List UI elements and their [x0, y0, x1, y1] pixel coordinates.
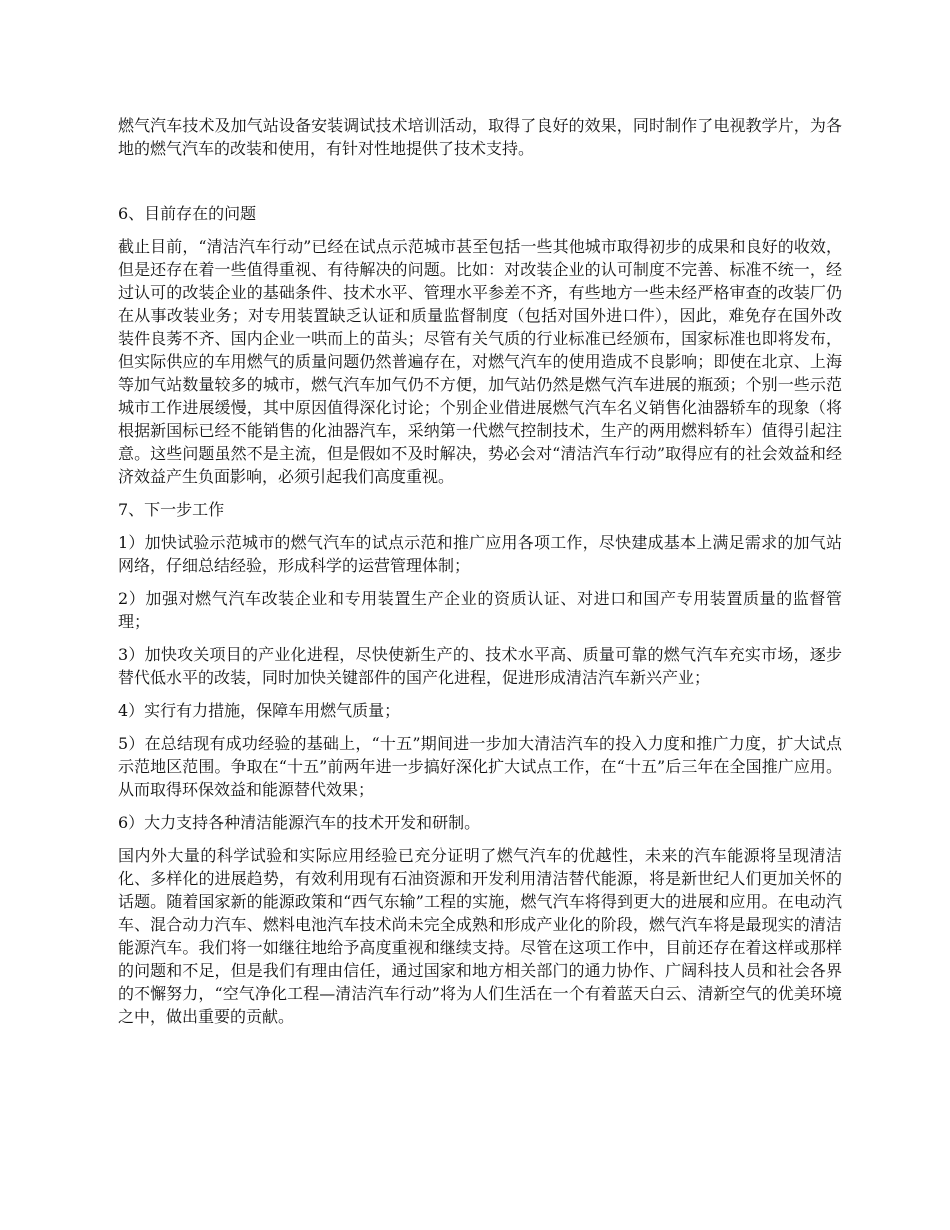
section-6-heading: 6、目前存在的问题 [118, 204, 257, 223]
list-item-3: 3）加快攻关项目的产业化进程，尽快使新生产的、技术水平高、质量可靠的燃气汽车充实市场，逐步替代低水平的改装，同时加快关键部件的国产化进程，促进形成清洁汽车新兴产业； [118, 645, 842, 687]
intro-paragraph: 燃气汽车技术及加气站设备安装调试技术培训活动，取得了良好的效果，同时制作了电视教学片，为各地的燃气汽车的改装和使用，有针对性地提供了技术支持。 [118, 116, 842, 158]
list-item-2: 2）加强对燃气汽车改装企业和专用装置生产企业的资质认证、对进口和国产专用装置质量的监督管理； [118, 589, 842, 631]
section-7-heading: 7、下一步工作 [118, 500, 225, 519]
document-page [118, 114, 842, 1038]
list-item-5: 5）在总结现有成功经验的基础上，“十五”期间进一步加大清洁汽车的投入力度和推广力度，扩大试点示范地区范围。争取在“十五”前两年进一步搞好深化扩大试点工作，在“十五”后三年在全国推广应用。从而取得环保效益和能源替代效果； [118, 734, 842, 799]
list-item-1: 1）加快试验示范城市的燃气汽车的试点示范和推广应用各项工作，尽快建成基本上满足需求的加气站网络，仔细总结经验，形成科学的运营管理体制； [118, 533, 842, 575]
list-item-4: 4）实行有力措施，保障车用燃气质量； [118, 701, 401, 720]
list-item-6: 6）大力支持各种清洁能源汽车的技术开发和研制。 [118, 813, 481, 832]
section-gap [118, 170, 842, 202]
conclusion-paragraph: 国内外大量的科学试验和实际应用经验已充分证明了燃气汽车的优越性，未来的汽车能源将呈现清洁化、多样化的进展趋势，有效利用现有石油资源和开发利用清洁替代能源，将是新世纪人们更加关怀的话题。随着国家新的能源政策和“西气东输”工程的实施，燃气汽车将得到更大的进展和应用。在电动汽车、混合动力汽车、燃料电池汽车技术尚未完全成熟和形成产业化的阶段，燃气汽车将是最现实的清洁能源汽车。我们将一如继往地给予高度重视和继续支持。尽管在这项工作中，目前还存在着这样或那样的问题和不足，但是我们有理由信任，通过国家和地方相关部门的通力协作、广阔科技人员和社会各界的不懈努力，“空气净化工程—清洁汽车行动”将为人们生活在一个有着蓝天白云、清新空气的优美环境之中，做出重要的贡献。 [118, 846, 842, 1026]
section-6-body: 截止目前，“清洁汽车行动”已经在试点示范城市甚至包括一些其他城市取得初步的成果和良好的收效，但是还存在着一些值得重视、有待解决的问题。比如：对改装企业的认可制度不完善、标准不统一，经过认可的改装企业的基础条件、技术水平、管理水平参差不齐，有些地方一些未经严格审查的改装厂仍在从事改装业务；对专用装置缺乏认证和质量监督制度（包括对国外进口件），因此，难免存在国外改装件良莠不齐、国内企业一哄而上的苗头；尽管有关气质的行业标准已经颁布，国家标准也即将发布，但实际供应的车用燃气的质量问题仍然普遍存在，对燃气汽车的使用造成不良影响；即使在北京、上海等加气站数量较多的城市，燃气汽车加气仍不方便，加气站仍然是燃气汽车进展的瓶颈；个别一些示范城市工作进展缓慢，其中原因值得深化讨论；个别企业借进展燃气汽车名义销售化油器轿车的现象（将根据新国标已经不能销售的化油器汽车，采纳第一代燃气控制技术，生产的两用燃料轿车）值得引起注意。这些问题虽然不是主流，但是假如不及时解决，势必会对“清洁汽车行动”取得应有的社会效益和经济效益产生负面影响，必须引起我们高度重视。 [118, 237, 842, 486]
